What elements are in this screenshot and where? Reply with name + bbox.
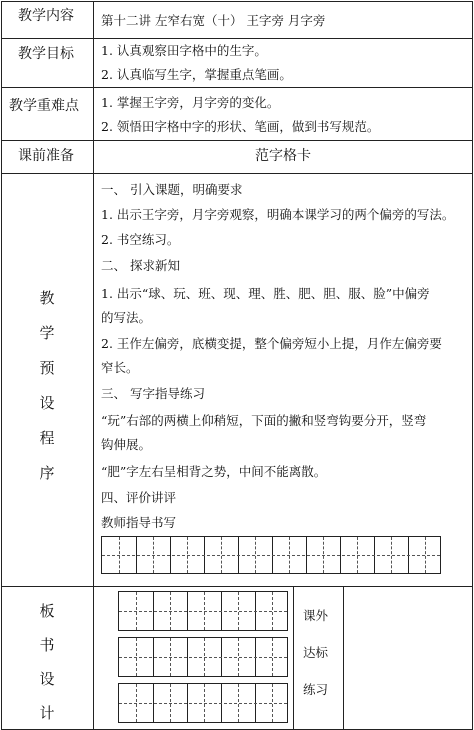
procedure-label-char: 序 bbox=[39, 464, 55, 482]
row-divider bbox=[1, 173, 473, 174]
procedure-line: 2. 王作左偏旁，底横变提，整个偏旁短小上提，月作左偏旁要 bbox=[101, 336, 442, 351]
board-label-char: 设 bbox=[39, 670, 55, 688]
content-label: 教学内容 bbox=[18, 8, 74, 24]
board-side-label: 练习 bbox=[303, 682, 329, 697]
key-points-label: 教学重难点 bbox=[9, 98, 79, 114]
goal-item: 2. 认真临写生字，掌握重点笔画。 bbox=[101, 67, 292, 82]
board-side-label: 达标 bbox=[303, 645, 329, 660]
column-divider bbox=[93, 1, 94, 730]
table-border-left bbox=[1, 1, 2, 730]
row-divider bbox=[1, 586, 473, 587]
procedure-label-char: 预 bbox=[39, 359, 55, 377]
procedure-line: 1. 出示“球、玩、班、现、理、胜、肥、胆、服、脸”中偏旁 bbox=[101, 286, 430, 301]
board-label-char: 板 bbox=[39, 602, 55, 620]
procedure-line: 教师指导书写 bbox=[101, 515, 177, 530]
prep-label: 课前准备 bbox=[18, 148, 74, 164]
row-divider bbox=[1, 87, 473, 88]
procedure-line: 钩伸展。 bbox=[101, 437, 152, 452]
goals-label: 教学目标 bbox=[18, 46, 74, 62]
key-point-item: 2. 领悟田字格中字的形状、笔画，做到书写规范。 bbox=[101, 119, 380, 134]
content-value: 第十二讲 左窄右宽（十） 王字旁 月字旁 bbox=[101, 13, 326, 28]
board-label-char: 书 bbox=[39, 636, 55, 654]
procedure-label-char: 设 bbox=[39, 394, 55, 412]
procedure-line: 1. 出示王字旁，月字旁观察，明确本课学习的两个偏旁的写法。 bbox=[101, 207, 455, 222]
practice-grid bbox=[101, 536, 441, 574]
table-border-right bbox=[472, 1, 473, 730]
board-divider bbox=[293, 586, 294, 729]
procedure-line: 二、 探求新知 bbox=[101, 258, 180, 273]
procedure-label-char: 程 bbox=[39, 429, 55, 447]
row-divider bbox=[1, 38, 473, 39]
procedure-label-char: 学 bbox=[39, 324, 55, 342]
board-side-label: 课外 bbox=[303, 608, 329, 623]
procedure-line: 四、评价讲评 bbox=[101, 490, 177, 505]
board-grid bbox=[118, 637, 288, 677]
procedure-line: 的写法。 bbox=[101, 310, 152, 325]
board-divider bbox=[343, 586, 344, 729]
procedure-line: “玩”右部的两横上仰稍短，下面的撇和竖弯钩要分开，竖弯 bbox=[101, 413, 427, 428]
procedure-line: “肥”字左右呈相背之势，中间不能离散。 bbox=[101, 464, 327, 479]
board-grid bbox=[118, 683, 288, 723]
row-divider bbox=[1, 140, 473, 141]
table-border-top bbox=[1, 1, 473, 2]
procedure-line: 窄长。 bbox=[101, 360, 139, 375]
procedure-line: 三、 写字指导练习 bbox=[101, 386, 205, 401]
board-label-char: 计 bbox=[39, 704, 55, 722]
board-grid bbox=[118, 591, 288, 631]
procedure-label-char: 教 bbox=[39, 289, 55, 307]
procedure-line: 一、 引入课题，明确要求 bbox=[101, 182, 243, 197]
goal-item: 1. 认真观察田字格中的生字。 bbox=[101, 43, 267, 58]
procedure-line: 2. 书空练习。 bbox=[101, 232, 180, 247]
key-point-item: 1. 掌握王字旁，月字旁的变化。 bbox=[101, 95, 280, 110]
prep-value: 范字格卡 bbox=[255, 148, 311, 164]
